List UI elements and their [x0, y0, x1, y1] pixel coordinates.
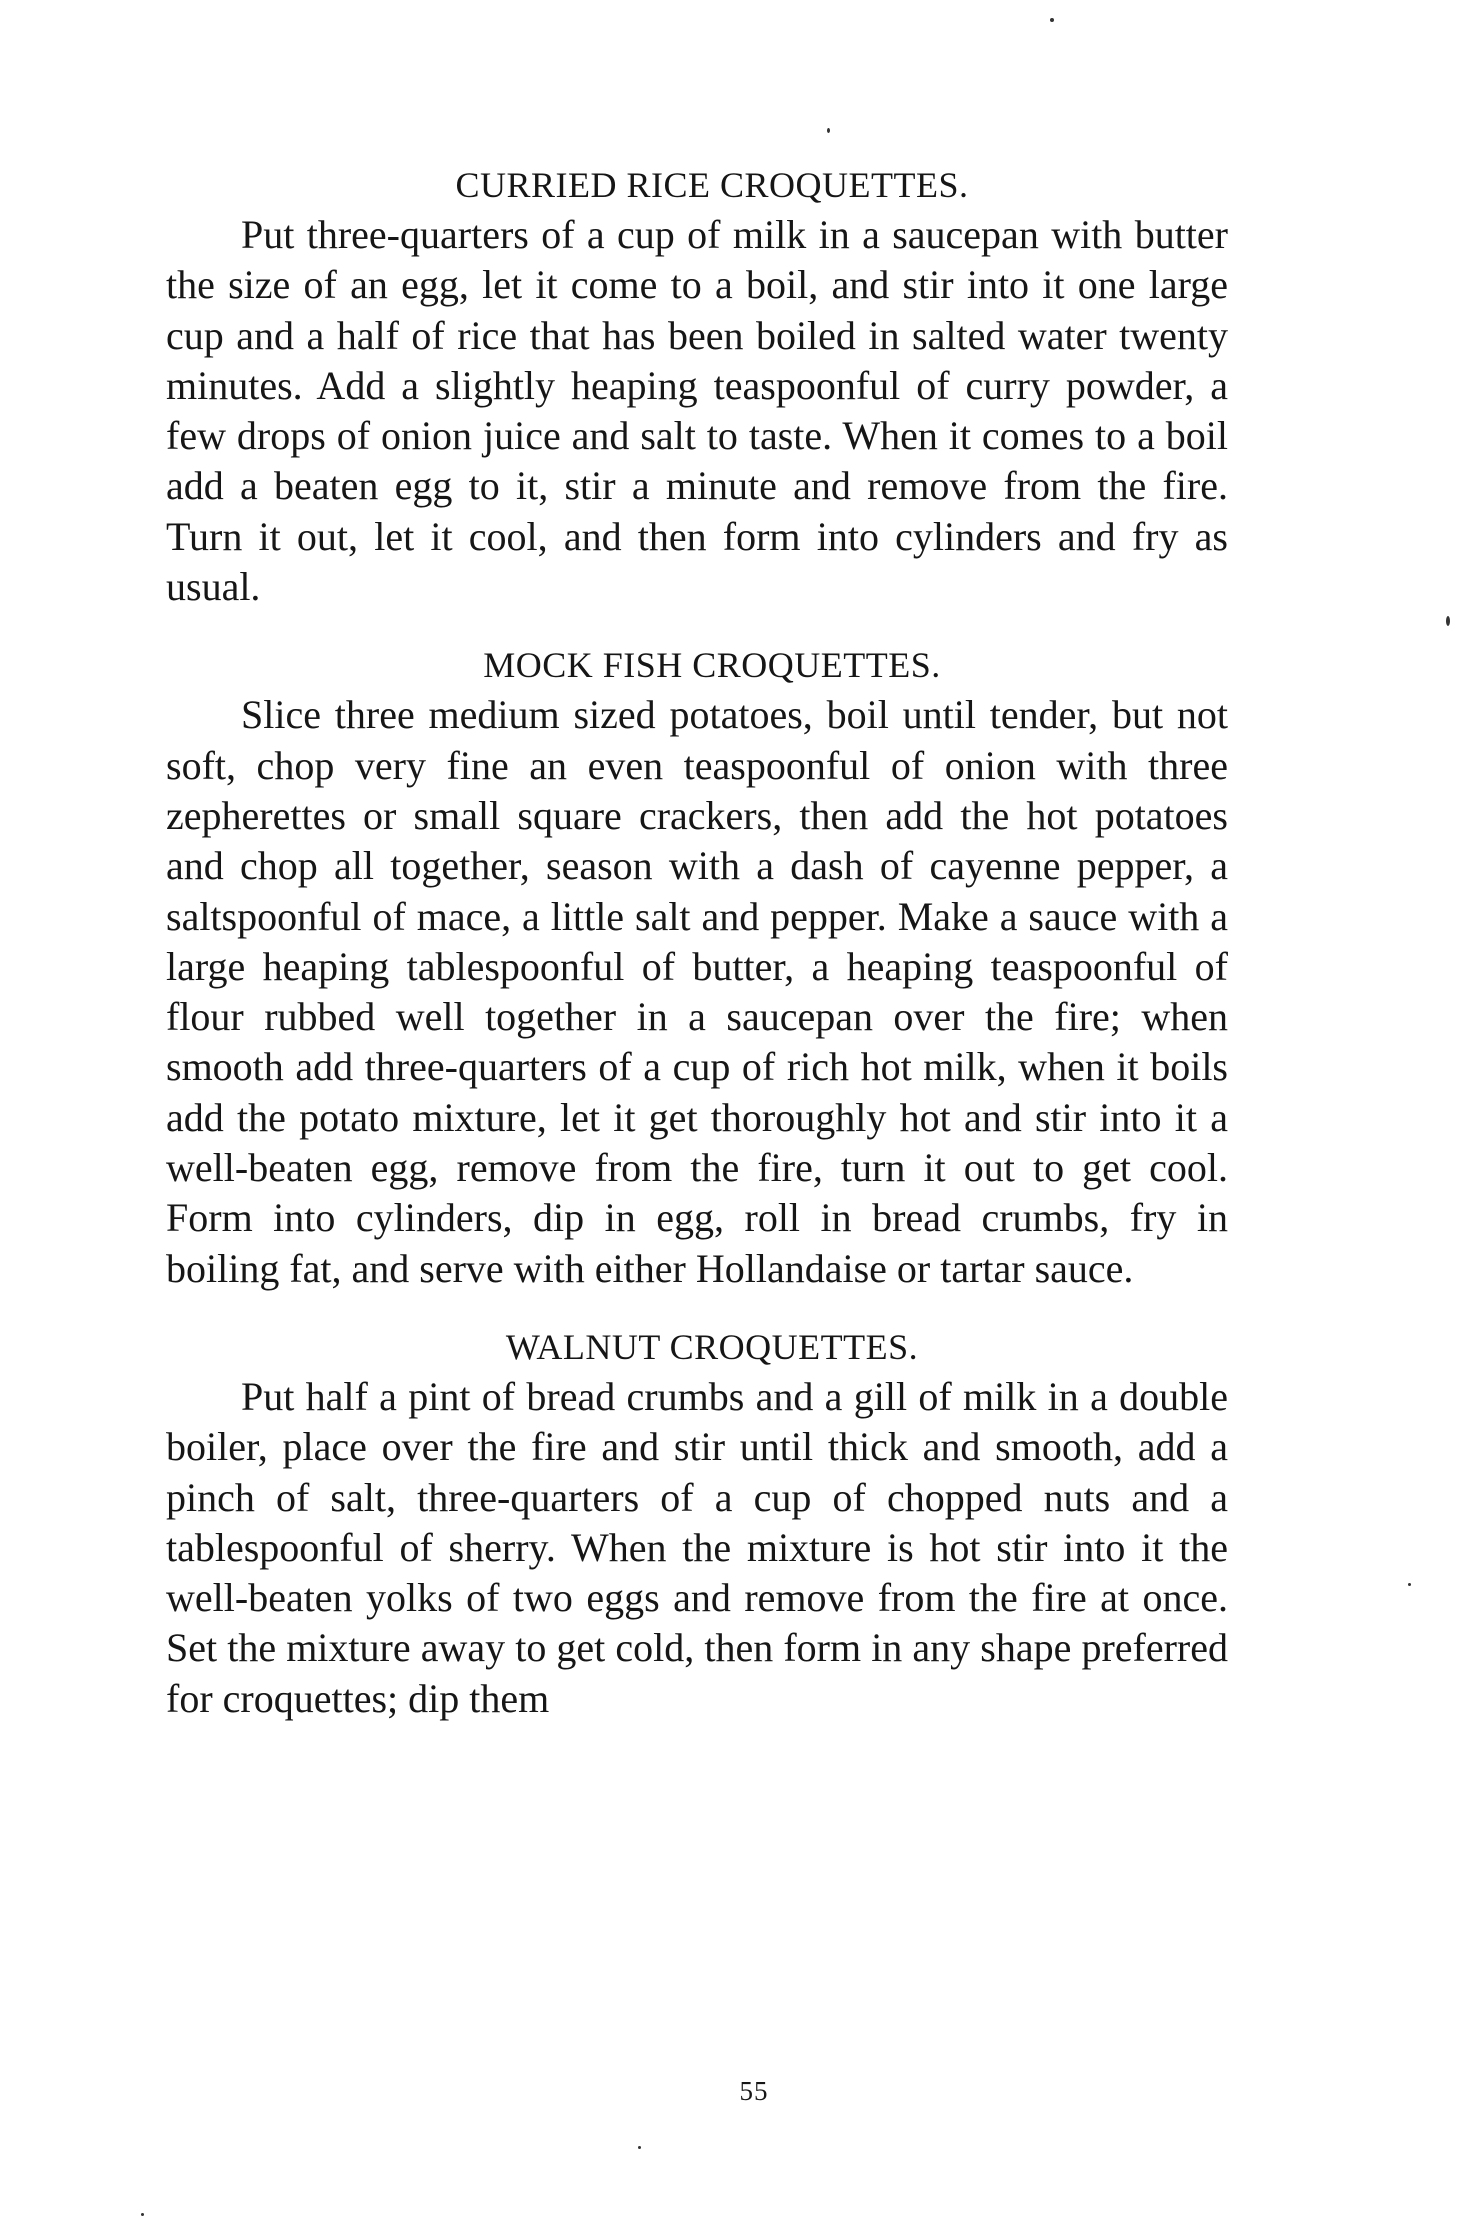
recipe-body-walnut: Put half a pint of bread crumbs and a gill of milk in a double boiler, place over the fire and stir until thick and smooth, add a pinch of salt, three-quarters of a cup of chopped nuts and a tablespoonful of sherry. When the mixture is hot stir into it the well-beaten yolks of two eggs and remove from the fire at once. Set the mixture away to get cold, then form in any shape preferred for croquettes; dip them [166, 1373, 1228, 1721]
paper-speck [1408, 1583, 1411, 1586]
recipe-heading-mock-fish: MOCK FISH CROQUETTES. [483, 645, 941, 686]
paper-speck [141, 2213, 144, 2216]
page-number: 55 [739, 2076, 769, 2106]
recipe-body-curried-rice: Put three-quarters of a cup of milk in a saucepan with butter the size of an egg, let it come to a boil, and stir into it one large cup and a half of rice that has been boiled in salted water twenty minutes. Add a slightly heaping teaspoonful of curry powder, a few drops of onion juice and salt to taste. When it comes to a boil add a beaten egg to it, stir a minute and remove from the fire. Turn it out, let it cool, and then form into cylinders and fry as usual. [166, 212, 1228, 610]
recipe-heading-walnut: WALNUT CROQUETTES. [505, 1326, 919, 1367]
paper-speck [1446, 616, 1450, 626]
text-column [166, 160, 1228, 1724]
recipe-body-mock-fish: Slice three medium sized potatoes, boil until tender, but not soft, chop very fine an even teaspoonful of onion with three zepherettes or small square crackers, then add the hot potatoes and chop all together, season with a dash of cayenne pepper, a saltspoonful of mace, a little salt and pepper. Make a sauce with a large heaping tablespoonful of butter, a heaping teaspoonful of flour rubbed well together in a saucepan over the fire; when smooth add three-quarters of a cup of rich hot milk, when it boils add the potato mixture, let it get thoroughly hot and stir into it a well-beaten egg, remove from the fire, turn it out to get cool. Form into cylinders, dip in egg, roll in bread crumbs, fry in boiling fat, and serve with either Hollandaise or tartar sauce. [166, 692, 1228, 1291]
paper-speck [827, 128, 830, 133]
recipe-heading-curried-rice: CURRIED RICE CROQUETTES. [455, 165, 969, 205]
paper-speck [638, 2146, 641, 2149]
paper-speck [1050, 18, 1054, 22]
